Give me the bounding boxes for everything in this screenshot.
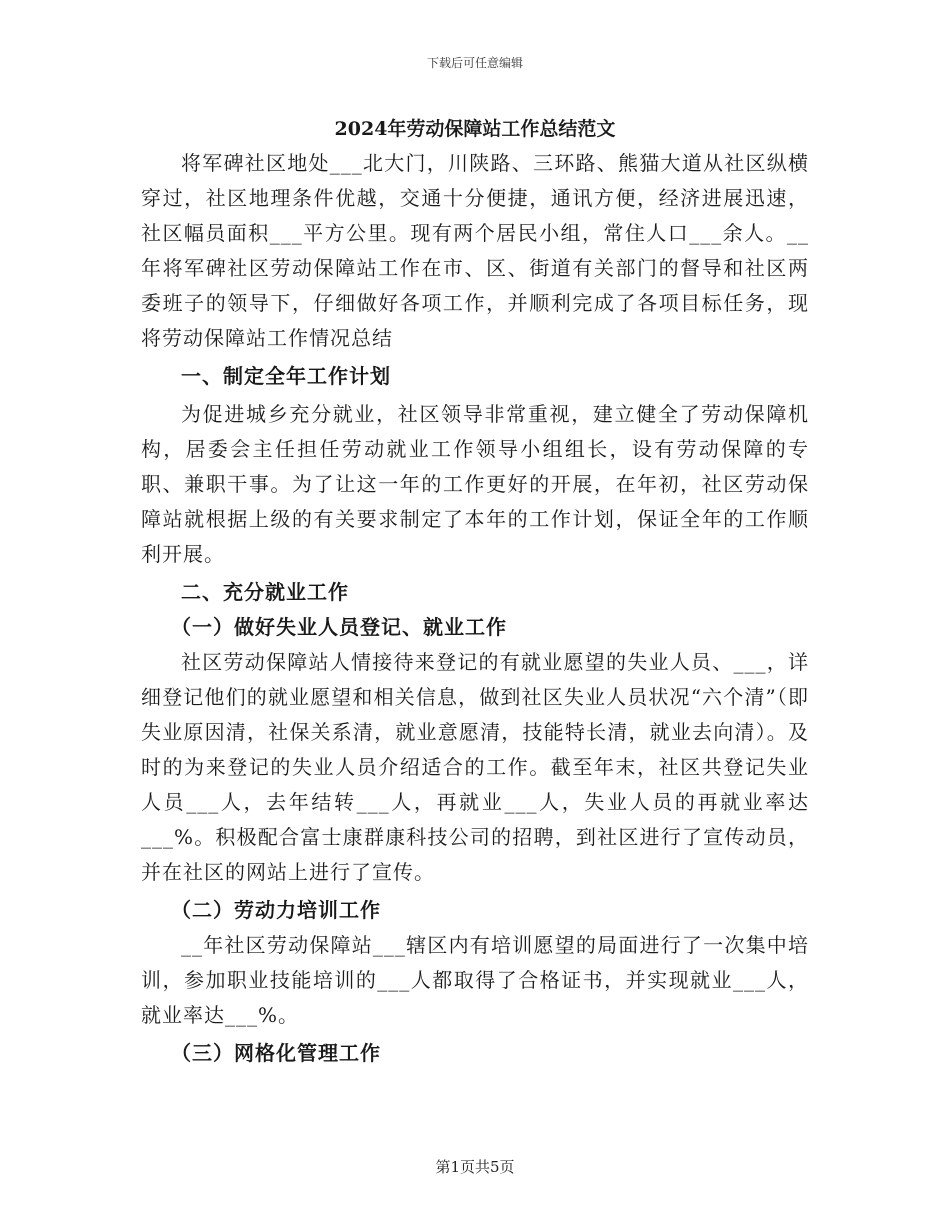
header-note: 下载后可任意编辑 <box>426 56 523 70</box>
section2-heading: 二、充分就业工作 <box>181 580 349 604</box>
intro-paragraph: 将军碑社区地处___北大门，川陕路、三环路、熊猫大道从社区纵横穿过，社区地理条件优越，交通十分便捷，通讯方便，经济进展迅速，社区幅员面积___平方公里。现有两个居民小组，常住人口___余人。__年将军碑社区劳动保障站工作在市、区、街道有关部门的督导和社区两委班子的领导下，仔细做好各项工作，并顺利完成了各项目标任务，现将劳动保障站工作情况总结 <box>141 151 809 350</box>
document-title: 2024年劳动保障站工作总结范文 <box>334 118 616 140</box>
section1-heading: 一、制定全年工作计划 <box>181 364 391 388</box>
section1-paragraph: 为促进城乡充分就业，社区领导非常重视，建立健全了劳动保障机构，居委会主任担任劳动就业工作领导小组组长，设有劳动保障的专职、兼职干事。为了让这一年的工作更好的开展，在年初，社区劳动保障站就根据上级的有关要求制定了本年的工作计划，保证全年的工作顺利开展。 <box>141 402 809 566</box>
subsection1-heading: （一）做好失业人员登记、就业工作 <box>171 615 507 639</box>
subsection3-heading: （三）网格化管理工作 <box>171 1041 381 1065</box>
page-number: 第1页共5页 <box>435 1158 515 1176</box>
subsection2-paragraph: __年社区劳动保障站___辖区内有培训愿望的局面进行了一次集中培训，参加职业技能培训的___人都取得了合格证书，并实现就业___人，就业率达___%。 <box>141 933 809 1027</box>
subsection1-paragraph: 社区劳动保障站人情接待来登记的有就业愿望的失业人员、___，详细登记他们的就业愿望和相关信息，做到社区失业人员状况“六个清”（即失业原因清，社保关系清，就业意愿清，技能特长清，就业去向清）。及时的为来登记的失业人员介绍适合的工作。截至年末，社区共登记失业人员___人，去年结转___人，再就业___人，失业人员的再就业率达___%。积极配合富士康群康科技公司的招聘，到社区进行了宣传动员，并在社区的网站上进行了宣传。 <box>141 650 809 884</box>
subsection2-heading: （二）劳动力培训工作 <box>171 898 381 922</box>
document-body <box>141 112 809 1071</box>
